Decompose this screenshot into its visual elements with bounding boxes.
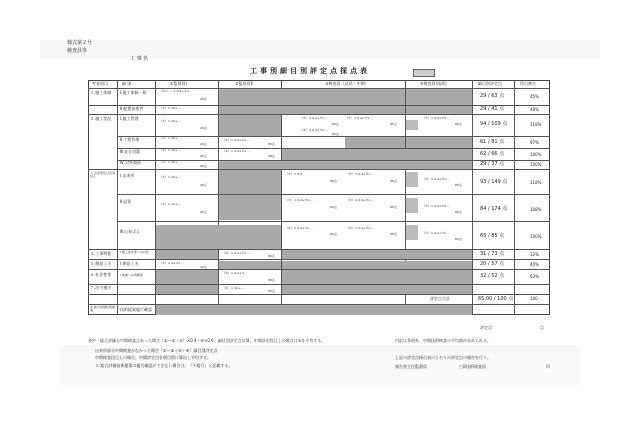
eval1-formula: （①）× 10+…	[159, 202, 181, 206]
sub-item-label: Ⅰ.施工体制一般	[120, 90, 147, 95]
weight: 100%	[530, 234, 542, 239]
eval4-formula: （④）× 0.4+④×…	[422, 204, 450, 208]
eval2-value: 38点	[268, 154, 275, 158]
sub-item-label: Ⅳ.対外関係	[120, 160, 141, 165]
note-right-1: 内訳は条項外、中間技術検査の平均値が求められる。	[395, 338, 491, 343]
eval1-formula: （①）× 10+…	[159, 119, 181, 123]
eval3-value: 65点	[390, 122, 397, 126]
na-cell	[156, 250, 218, 259]
weight: 40%	[530, 262, 539, 267]
eval2-value: 20点	[268, 289, 275, 293]
eval4-value: 65点	[455, 183, 462, 187]
na-cell	[219, 106, 405, 114]
eval3-formula: （③）× 0.4+④×…	[345, 116, 373, 120]
eval3-value: 65点	[332, 132, 339, 136]
approver-label: 報告者主任監督員	[395, 364, 427, 369]
eval3-value: 65点	[390, 232, 397, 236]
eval3-formula: （③）× 0.4+④×…	[300, 128, 328, 132]
page-title: 工事別細目別評定点採点表	[250, 67, 370, 75]
eval1-formula: （①×…）× 0.4+②×…	[159, 89, 193, 93]
na-cell	[406, 106, 472, 114]
header-item: 考査項目	[92, 81, 108, 86]
title-stamp	[413, 69, 435, 77]
item-label: ６.社会性等	[90, 272, 112, 277]
points-unit: 点	[540, 325, 544, 330]
weight: 100%	[530, 162, 542, 167]
subtotal: 20 / 57 点	[480, 261, 505, 267]
sub-item-label: 技術提案履行確認	[120, 307, 152, 312]
eval1-formula: （①）× 10+…	[159, 148, 181, 152]
header-eval3: ③検査員（总括・中間）	[325, 81, 369, 86]
eval3-formula: （③）× 0.4+④×…	[285, 226, 313, 230]
form-number: 様式第２号	[67, 40, 93, 46]
na-cell	[156, 270, 218, 284]
eval1-value: 20点	[200, 164, 207, 168]
eval3-value: 65点	[330, 205, 337, 209]
item-label: ８.総合評価技術提案	[90, 305, 115, 312]
work-name-label: 工 事 名	[130, 56, 149, 62]
eval2-formula: （②）× 0.4+④	[222, 271, 245, 275]
eval1-value: 20点	[200, 142, 207, 146]
weight: 63%	[530, 274, 539, 279]
eval4-value: 65点	[455, 210, 462, 214]
note-2: 出来形部分中間検査がなかった場合（①～②＋③＋④）細目別評定点	[95, 348, 218, 353]
eval2-value: 38点	[268, 278, 275, 282]
sub-item-label: Ⅱ.工程管理	[120, 137, 140, 142]
eval2-value: 65点	[268, 254, 275, 258]
item-label: １.施工体制	[90, 90, 112, 95]
na-cell	[406, 89, 472, 105]
sub-item-label: Ⅰ.創意工夫	[120, 261, 139, 266]
total-score-label: 評定点合計	[430, 296, 450, 301]
header-eval1: ①監督員Ⅰ	[170, 81, 187, 86]
sub-item-label: Ⅲ.出来ばえ	[120, 229, 141, 234]
eval1-value: 20点	[200, 126, 207, 130]
eval3-formula: （③）× 0.4+④×…	[346, 226, 374, 230]
sub-item-label: Ⅰ.施工管理	[120, 116, 139, 121]
eval2-formula: （④）× 10+…	[222, 286, 244, 290]
eval3-formula: （③）× 0.4+④×…	[346, 172, 374, 176]
header-eval2: ②監督員Ⅱ	[235, 81, 253, 86]
subtotal: 29 / 41 点	[480, 106, 505, 112]
eval1-value: 12点	[200, 265, 207, 269]
sub-item-label: Ⅱ.配置技術者	[120, 106, 144, 111]
eval1-formula: （①）× 4+②×…	[159, 261, 184, 265]
na-cell	[282, 148, 472, 160]
eval3-value: 65点	[330, 232, 337, 236]
eval3-value: 65点	[390, 179, 397, 183]
na-cell	[156, 305, 472, 315]
eval4-value: 65点	[455, 237, 462, 241]
sub-item-label: Ⅲ.安全対策	[120, 149, 141, 154]
eval4-formula: （④）× 0.4+④×…	[422, 177, 450, 181]
na-cell	[282, 285, 472, 294]
signature-label: 評定点	[480, 325, 492, 330]
subtotal: 29 / 63 点	[480, 93, 505, 99]
na-cell	[406, 172, 418, 187]
eval1-formula: （①）× 10+…	[159, 136, 181, 140]
na-cell	[156, 285, 218, 294]
grand-total-weight: 100	[530, 296, 538, 301]
seal-mark: 印	[546, 364, 550, 369]
eval4-formula: （④）× 0.4+④×…	[422, 231, 450, 235]
na-cell	[406, 120, 418, 130]
na-cell	[219, 261, 281, 269]
eval4-value: 65点	[455, 122, 462, 126]
approver-label-2: 工事技術検査員	[458, 364, 486, 369]
eval1-formula: （①）× 10+…	[159, 160, 181, 164]
note-4: ５:総合評価技術提案の履行確認ができない場合は、『不履行』と記載する。	[95, 363, 233, 368]
na-cell	[282, 261, 472, 269]
na-cell	[406, 136, 472, 148]
eval1-value: 20点	[200, 210, 207, 214]
subtotal: 65 / 85 点	[480, 233, 505, 239]
eval1-formula: （①）× 10+…	[159, 106, 181, 110]
header-weight: 得点割合	[520, 81, 536, 86]
subtotal: 93 / 149 点	[480, 179, 508, 185]
na-cell	[219, 170, 281, 220]
weight: 32%	[530, 252, 539, 257]
subtotal: 32 / 52 点	[480, 273, 505, 279]
scan-noise	[40, 40, 600, 58]
eval1-formula: （①）× 10+…	[159, 175, 181, 179]
eval1-value: 20点	[200, 97, 207, 101]
note-3: 中間検査段目上の場合、中間評定点を項目別に算出し平均する。	[95, 355, 211, 360]
na-cell	[156, 225, 281, 249]
na-cell	[219, 160, 472, 169]
grand-total: 65.00 / 100 点	[478, 296, 514, 302]
subtotal: 61 / 81 点	[480, 139, 505, 145]
eval1-value: 20点	[200, 154, 207, 158]
eval3-value: 65点	[330, 179, 337, 183]
sub-item-label: Ⅰ.地域への貢献等	[120, 273, 143, 277]
na-cell	[219, 89, 405, 105]
item-label: ５.創意工夫	[90, 261, 112, 266]
weight: 118%	[530, 180, 542, 185]
sub-item-label: Ⅰ.施工条件等への対応	[120, 250, 149, 254]
subtotal: 84 / 174 点	[480, 206, 508, 212]
sub-item-label: Ⅰ.出来形	[120, 173, 135, 178]
weight: 48%	[530, 107, 539, 112]
eval2-value: 65点	[268, 142, 275, 146]
subtotal: 94 / 109 点	[480, 121, 508, 127]
na-cell	[406, 198, 418, 213]
eval2-formula: （②）× 0.4+②×…	[222, 251, 250, 255]
sub-item-label: Ⅱ.品質	[120, 199, 132, 204]
weight: 100%	[530, 152, 542, 157]
eval2-formula: （②）× 0.4+②×…	[222, 138, 250, 142]
weight: 45%	[530, 94, 539, 99]
header-eval4: ④検査員(技術)	[420, 81, 447, 86]
subtotal: 31 / 73 点	[480, 251, 505, 257]
note-right-2: 上記の評定点採点表のとおりの評定点の報告を行う。	[395, 355, 491, 360]
inspector-label: 検査員等	[67, 48, 88, 54]
header-score-total: 細目別評定点	[478, 81, 502, 86]
na-cell	[282, 250, 472, 259]
na-cell	[219, 114, 281, 136]
eval3-formula: （③）× 0.4	[285, 172, 302, 176]
note-1: 表中「総合評価分中間検査点あった場合（①～②＋③）×0.4＋④×0.6」細目別評定点計算、中間評定段目上の場合は③を平均する。	[88, 338, 326, 343]
weight: 97%	[530, 140, 539, 145]
item-label: ３.出来形及び出来ばえ	[90, 171, 115, 178]
eval2-formula: （②）× 0.4+④×…	[222, 149, 250, 153]
eval3-formula: （③）× 0.4+④×…	[285, 198, 313, 202]
na-cell	[406, 225, 418, 240]
subtotal: 62 / 66 点	[480, 151, 505, 157]
eval1-value: 20点	[200, 183, 207, 187]
item-label: ４.工事特性	[90, 251, 112, 256]
na-cell	[345, 136, 405, 148]
header-sub-item: 細 別	[122, 81, 132, 86]
na-cell	[282, 270, 472, 284]
item-label: ７.法令遵守	[90, 285, 112, 290]
subtotal: 29 / 37 点	[480, 161, 505, 167]
weight: 108%	[530, 207, 542, 212]
item-label: ２.施工状況	[90, 116, 112, 121]
eval3-value: 65点	[390, 205, 397, 209]
weight: 118%	[530, 122, 542, 127]
eval3-value: 65点	[332, 122, 339, 126]
eval4-formula: （④）× 0.4+④×…	[422, 116, 450, 120]
eval3-formula: （③）× 0.4+④×…	[346, 198, 374, 202]
eval3-formula: （③）× 0.4+④×…	[300, 116, 328, 120]
